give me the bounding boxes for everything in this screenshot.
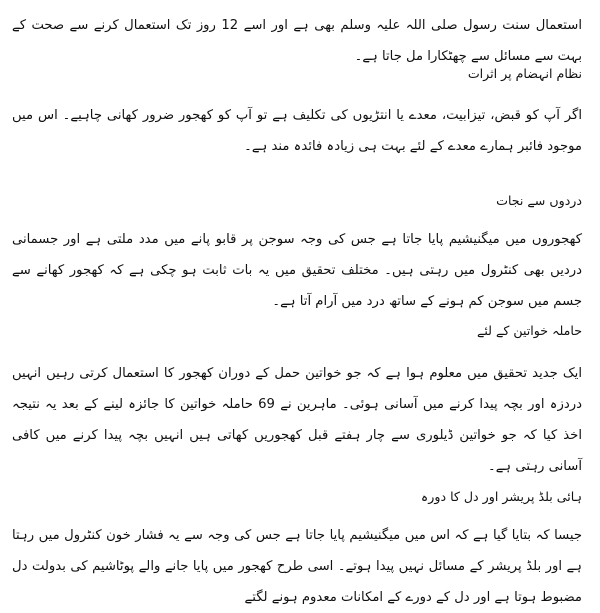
section-heading-blood-pressure: ہائی بلڈ پریشر اور دل کا دورہ (420, 489, 582, 504)
intro-paragraph: استعمال سنت رسول صلی اللہ علیہ وسلم بھی ہے اور اسے 12 روز تک استعمال کرنے سے صحت کے بہت سے مسائل سے چھٹکارا مل جاتا ہے۔ (12, 18, 582, 64)
section-heading-pregnancy: حاملہ خواتین کے لئے (477, 323, 582, 338)
section-body-blood-pressure: جیسا کہ بتایا گیا ہے کہ اس میں میگنیشیم پایا جاتا ہے جس کی وجہ سے یہ فشار خون کنٹرول میں رہتا ہے اور بلڈ پریشر کے مسائل نہیں پیدا ہوتے۔ اسی طرح کھجور میں پایا جانے والے پوٹاشیم کی بدولت دل مضبوط ہوتا ہے اور دل کے دورے کے امکانات معدوم ہونے لگتے (12, 528, 582, 605)
section-heading-pain-relief: دردوں سے نجات (496, 193, 582, 208)
section-body-digestion: اگر آپ کو قبض، تیزابیت، معدے یا انتڑیوں کی تکلیف ہے تو آپ کو کھجور ضرور کھانی چاہیے۔ اس میں موجود فائبر ہمارے معدے کے لئے بہت ہی زیادہ فائدہ مند ہے۔ (12, 108, 582, 154)
section-heading-digestion: نظام انہضام پر اثرات (467, 66, 582, 81)
section-body-pain-relief: کھجوروں میں میگنیشیم پایا جاتا ہے جس کی وجہ سوجن پر قابو پانے میں مدد ملتی ہے اور جسمانی دردیں بھی کنٹرول میں رہتی ہیں۔ مختلف تحقیق میں یہ بات ثابت ہو چکی ہے کہ کھجور کھانے سے جسم میں سوجن کم ہونے کے ساتھ درد میں آرام آتا ہے۔ (12, 232, 582, 309)
section-body-pregnancy: ایک جدید تحقیق میں معلوم ہوا ہے کہ جو خواتین حمل کے دوران کھجور کا استعمال کرتی رہیں انہیں دردزہ اور بچہ پیدا کرنے میں آسانی ہوئی۔ ماہرین نے 69 حاملہ خواتین کا جائزہ لینے کے بعد یہ نتیجہ اخذ کیا کہ جو خواتین ڈیلوری سے چار ہفتے قبل کھجوریں کھاتی ہیں انہیں بچہ پیدا کرنے میں کافی آسانی رہتی ہے۔ (12, 366, 582, 474)
